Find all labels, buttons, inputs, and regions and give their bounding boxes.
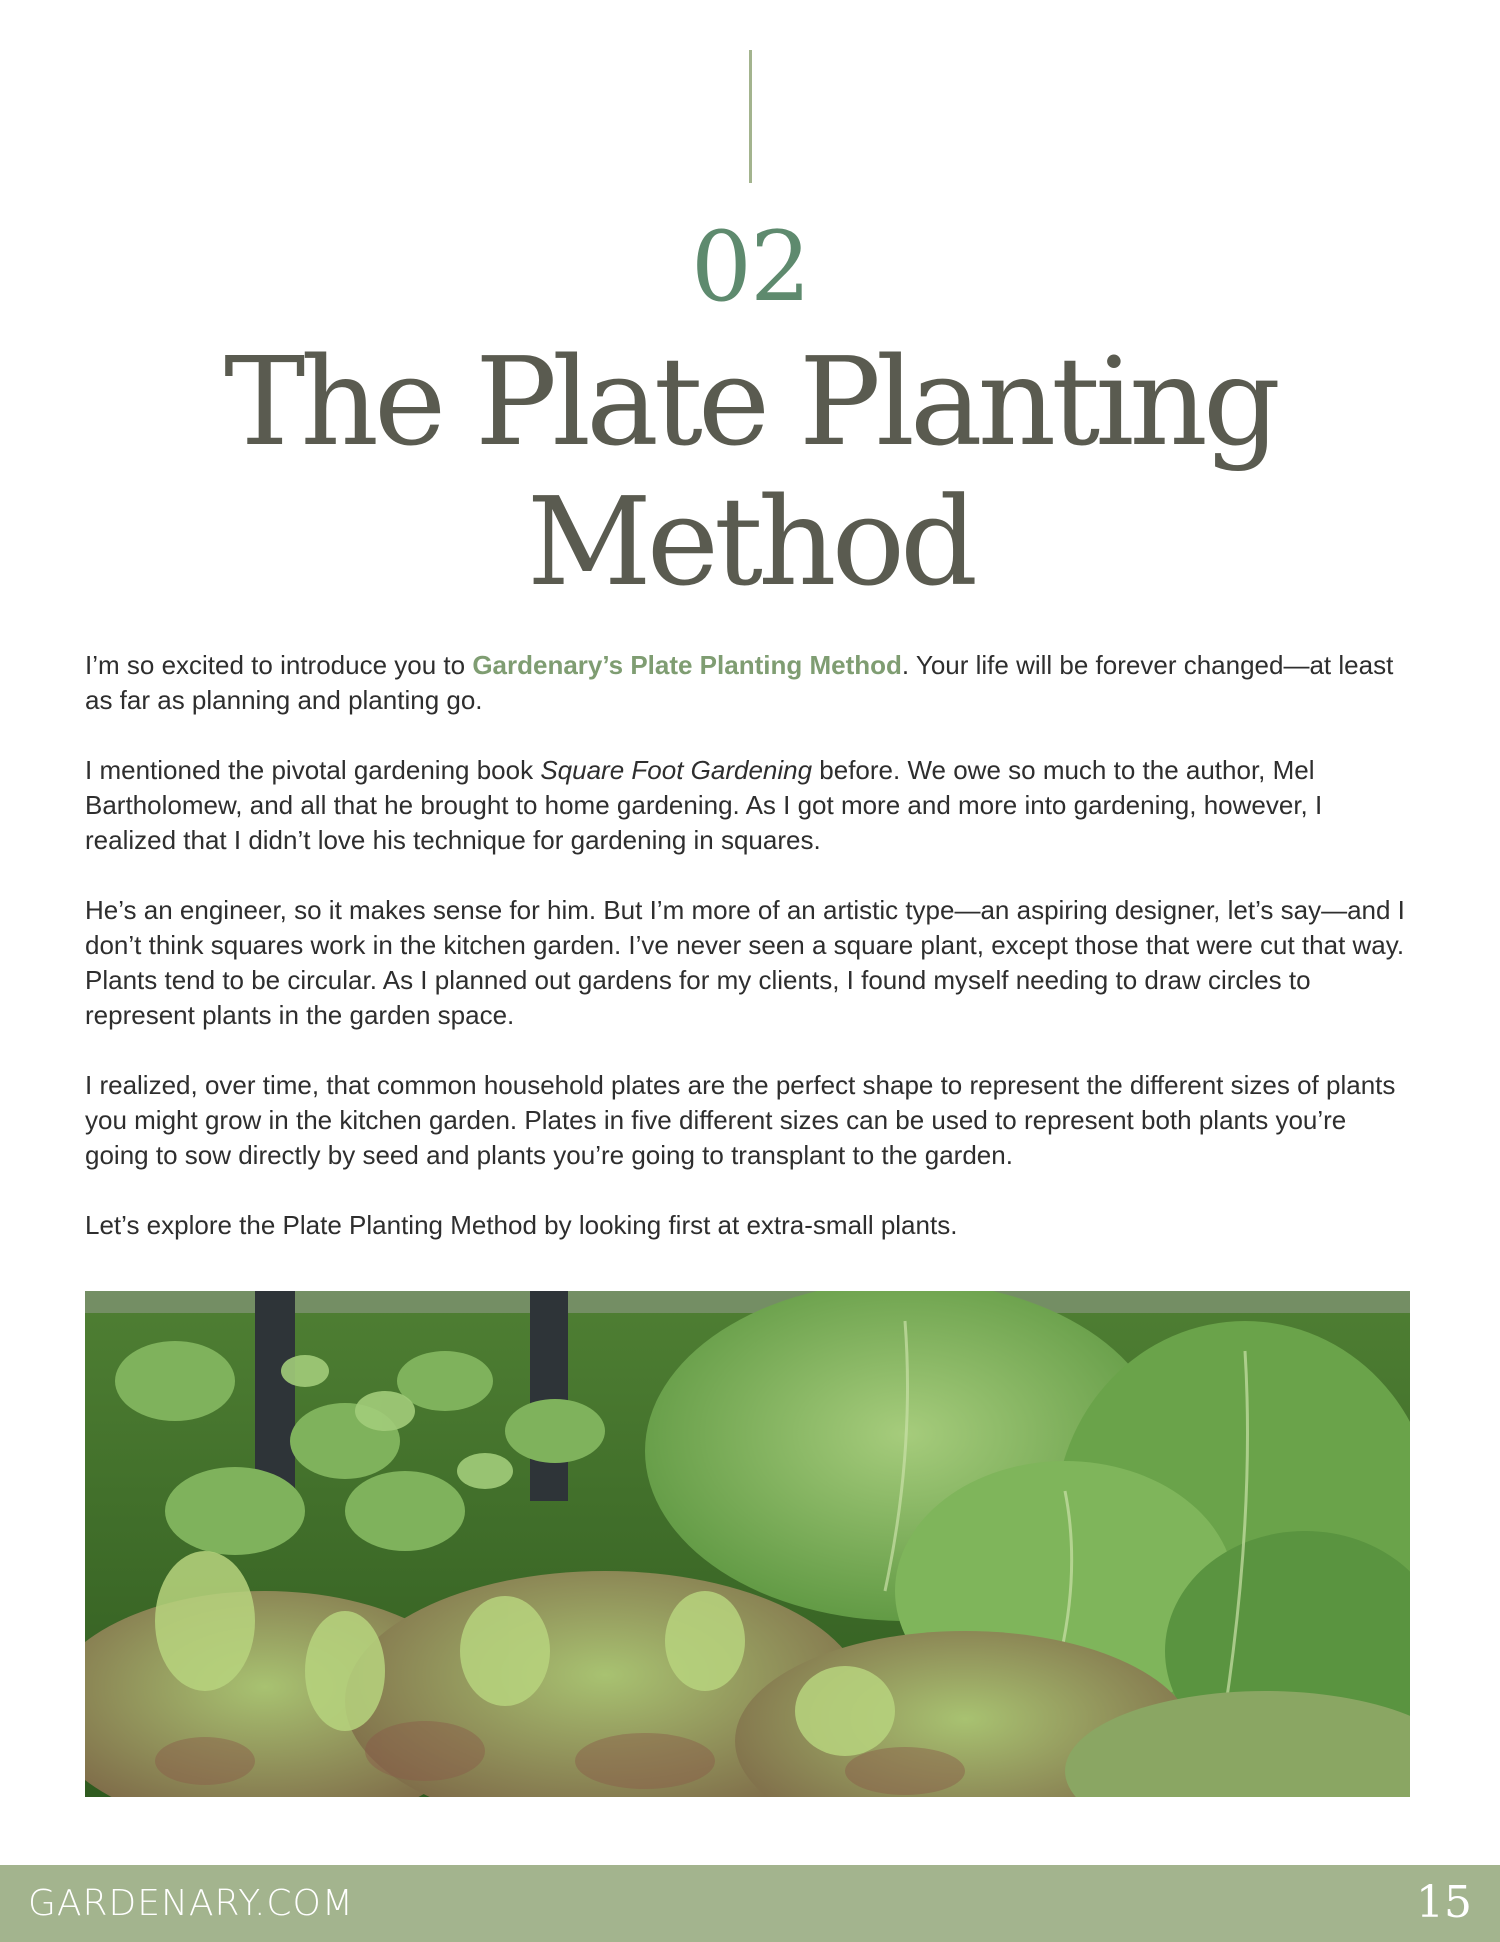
paragraph-circles: He’s an engineer, so it makes sense for him. But I’m more of an artistic type—an aspiring designer, let’s say—and I don’t think squares work in the kitchen garden. I’ve never seen a square plant, except those that were cut that way. Plants tend to be circular. As I planned out gardens for my clients, I found myself needing to draw circles to represent plants in the garden space. (85, 895, 1405, 1030)
paragraph-intro-end: . Your life will be forever changed—at least as far as planning and planting go. (85, 650, 1394, 715)
paragraph-plates: I realized, over time, that common household plates are the perfect shape to represent the different sizes of plants you might grow in the kitchen garden. Plates in five different sizes can be used to represent both plants you’re going to sow directly by seed and plants you’re going to transplant to the garden. (85, 1070, 1396, 1170)
paragraph-intro-start: I’m so excited to introduce you to (85, 650, 473, 680)
chapter-title (150, 332, 1350, 612)
body-text (85, 648, 1415, 1278)
paragraph-explore: Let’s explore the Plate Planting Method by looking first at extra-small plants. (85, 1210, 958, 1240)
chapter-number: 02 (690, 211, 810, 323)
footer-bar (0, 1865, 1500, 1942)
chapter-title-line-2: Method (526, 471, 974, 613)
chapter-title-line-1: The Plate Planting (224, 331, 1276, 473)
garden-photo (85, 1291, 1410, 1797)
book-title: Square Foot Gardening (540, 755, 813, 785)
page-number: 15 (1416, 1877, 1472, 1928)
top-divider-line (749, 50, 752, 183)
footer-site-name: GARDENARY.COM (28, 1883, 354, 1924)
paragraph-square-foot (85, 753, 1415, 858)
garden-photo-illustration (85, 1291, 1410, 1797)
method-name-highlight: Gardenary’s Plate Planting Method (472, 650, 902, 680)
paragraph-intro (85, 648, 1415, 718)
paragraph-square-foot-end: before. We owe so much to the author, Mel Bartholomew, and all that he brought to home gardening. As I got more and more into gardening, however, I realized that I didn’t love his technique for gardening in squares. (85, 755, 1323, 855)
paragraph-square-foot-start: I mentioned the pivotal gardening book (85, 755, 541, 785)
